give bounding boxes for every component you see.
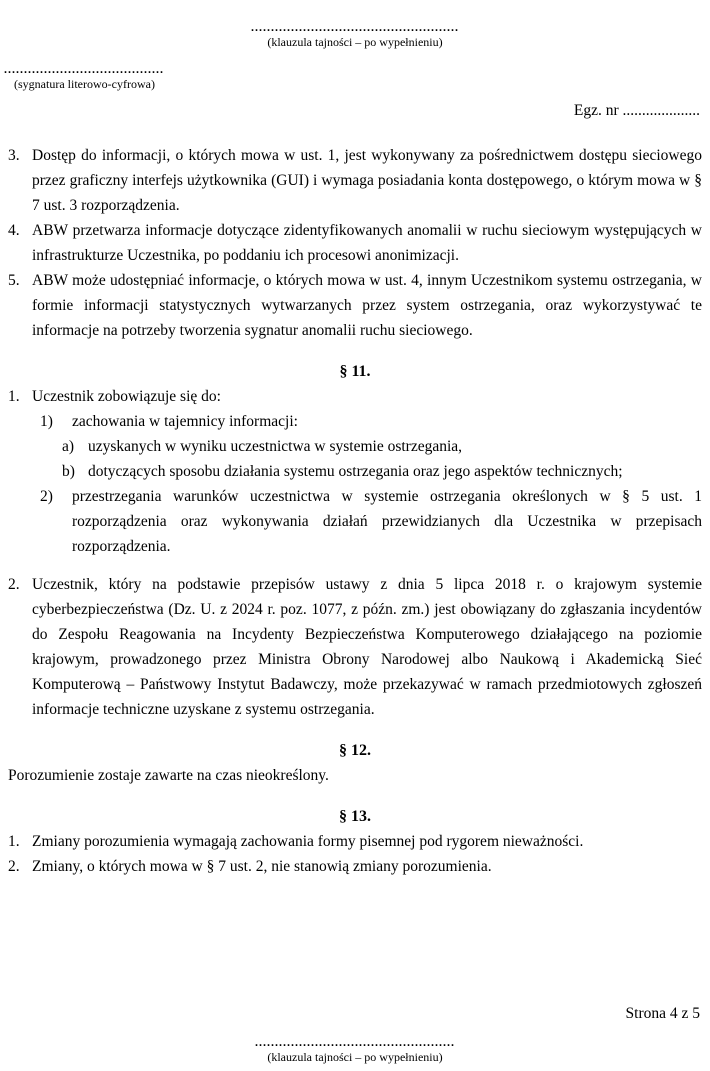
list-item-text: uzyskanych w wyniku uczestnictwa w systemie ostrzegania,	[88, 438, 463, 455]
list-item-number: 5.	[8, 272, 20, 289]
classification-caption: (klauzula tajności – po wypełnieniu)	[267, 1050, 443, 1064]
list-item-number: 2.	[8, 858, 20, 875]
list-item-5	[8, 268, 702, 343]
document-body	[0, 123, 710, 879]
section-11-item-2	[8, 572, 702, 722]
list-item-text: Zmiany, o których mowa w § 7 ust. 2, nie stanowią zmiany porozumienia.	[32, 858, 492, 875]
list-item-number: 1.	[8, 833, 20, 850]
document-footer	[0, 1003, 710, 1065]
list-item-text: dotyczących sposobu działania systemu ostrzegania oraz jego aspektów technicznych;	[88, 463, 623, 480]
copy-number-line: Egz. nr ....................	[573, 102, 700, 119]
section-11-item-1	[8, 384, 702, 409]
list-item-text: ABW może udostępniać informacje, o których mowa w ust. 4, innym Uczestnikom systemu ostrzegania, w formie informacji statystycznych wytwarzanych przez system ostrzegania, oraz wykorzystywać te informacje na potrzeby tworzenia sygnatur anomalii ruchu sieciowego.	[32, 272, 702, 339]
list-item-text: przestrzegania warunków uczestnictwa w systemie ostrzegania określonych w § 5 ust. 1 rozporządzenia oraz wykonywania działań przewidzianych dla Uczestnika w przepisach rozporządzenia.	[72, 488, 702, 555]
section-13-heading: § 13.	[339, 808, 371, 825]
list-item-number: 2.	[8, 576, 20, 593]
list-item-text: Dostęp do informacji, o których mowa w ust. 1, jest wykonywany za pośrednictwem dostępu sieciowego przez graficzny interfejs użytkownika (GUI) i wymaga posiadania konta dostępowego, o którym mowa w § 7 ust. 3 rozporządzenia.	[32, 147, 702, 214]
section-12-heading: § 12.	[339, 742, 371, 759]
section-11-subitem-1	[40, 409, 702, 434]
section-11-heading: § 11.	[339, 363, 371, 380]
list-item-number: 4.	[8, 222, 20, 239]
section-11-subitem-1a	[62, 434, 702, 459]
signature-code-dotted-line: ........................................	[4, 62, 164, 76]
list-item-3	[8, 143, 702, 218]
page-number: Strona 4 z 5	[625, 1005, 700, 1022]
list-item-4	[8, 218, 702, 268]
classification-dotted-line: ..................................................	[255, 1035, 455, 1049]
list-item-number: 3.	[8, 147, 20, 164]
list-item-text: Uczestnik, który na podstawie przepisów ustawy z dnia 5 lipca 2018 r. o krajowym systemie cyberbezpieczeństwa (Dz. U. z 2024 r. poz. 1077, z późn. zm.) jest obowiązany do zgłaszania incydentów do Zespołu Reagowania na Incydenty Bezpieczeństwa Komputerowego działającego na poziomie krajowym, prowadzonego przez Ministra Obrony Narodowej albo Naukową i Akademicką Sieć Komputerową – Państwowy Instytut Badawczy, może przekazywać w ramach przedmiotowych zgłoszeń informacje techniczne uzyskane z systemu ostrzegania.	[32, 576, 702, 718]
section-11-subitem-1b	[62, 459, 702, 484]
signature-code-block	[0, 62, 710, 92]
list-item-text: Uczestnik zobowiązuje się do:	[32, 388, 221, 405]
section-13-item-2	[8, 854, 702, 879]
section-13-item-1	[8, 829, 702, 854]
list-item-text: Zmiany porozumienia wymagają zachowania formy pisemnej pod rygorem nieważności.	[32, 833, 584, 850]
list-item-number: b)	[62, 463, 75, 480]
section-12-text: Porozumienie zostaje zawarte na czas nieokreślony.	[8, 767, 329, 784]
classification-dotted-line: ....................................................	[251, 20, 459, 34]
section-11-subitem-2	[40, 484, 702, 559]
list-item-number: 2)	[40, 488, 53, 505]
signature-code-caption: (sygnatura literowo-cyfrowa)	[14, 77, 155, 91]
classification-footer	[0, 1035, 710, 1065]
list-item-text: ABW przetwarza informacje dotyczące zidentyfikowanych anomalii w ruchu sieciowym występujących w infrastrukturze Uczestnika, po poddaniu ich procesowi anonimizacji.	[32, 222, 702, 264]
classification-caption: (klauzula tajności – po wypełnieniu)	[267, 35, 443, 49]
classification-header	[0, 0, 710, 50]
list-item-number: 1)	[40, 413, 53, 430]
list-item-number: a)	[62, 438, 75, 455]
list-item-number: 1.	[8, 388, 20, 405]
list-item-text: zachowania w tajemnicy informacji:	[72, 413, 298, 430]
